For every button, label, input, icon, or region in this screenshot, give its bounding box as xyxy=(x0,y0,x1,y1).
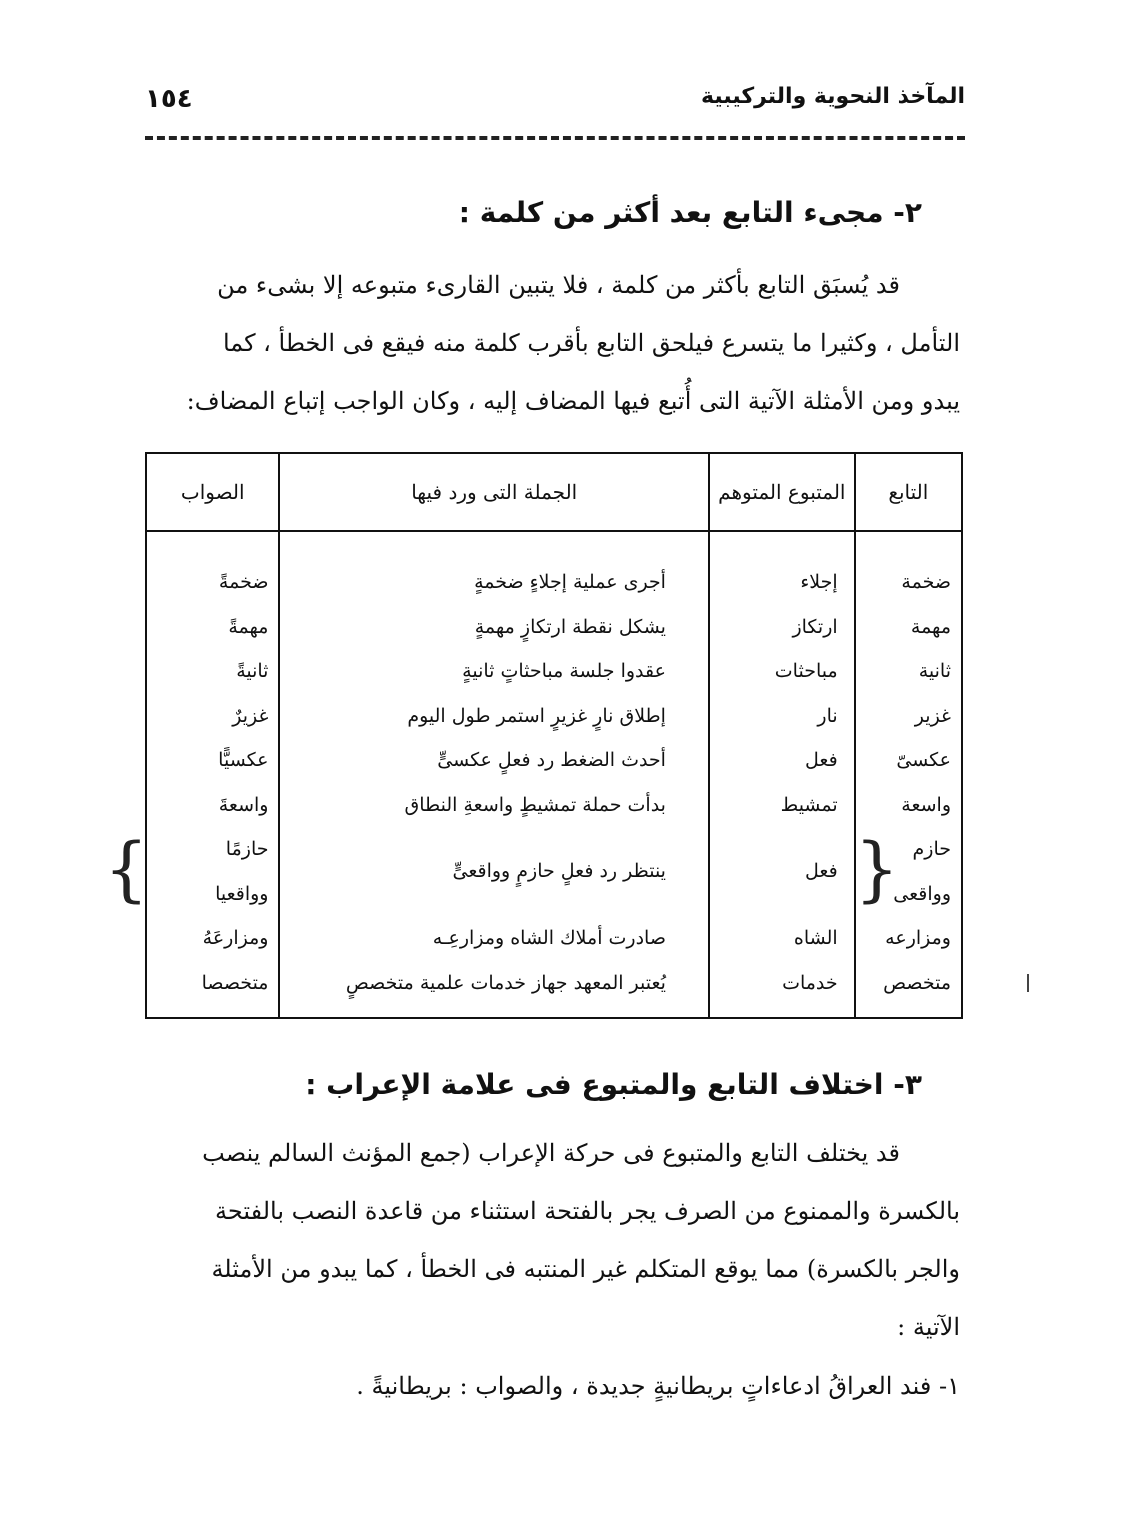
cell-sawab: ثانيةً xyxy=(236,660,269,682)
cell-sawab: مهمةً xyxy=(228,615,269,638)
cell-matbu: إجلاء xyxy=(800,571,838,593)
cell-matbu: تمشيط xyxy=(780,793,838,816)
section-3-heading: ٣- اختلاف التابع والمتبوع فى علامة الإعراب : xyxy=(305,1068,922,1101)
cell-matbu: نار xyxy=(817,704,838,727)
page-number: ١٥٤ xyxy=(145,84,193,114)
paragraph-line: بالكسرة والممنوع من الصرف يجر بالفتحة استثناء من قاعدة النصب بالفتحة xyxy=(214,1197,960,1225)
cell-tabi: ثانية xyxy=(918,660,951,682)
cell-sawab: متخصصا xyxy=(201,971,269,994)
header-tabi: التابع xyxy=(855,453,962,531)
cell-jumla: يُعتبر المعهد جهاز خدمات علمية متخصصٍ xyxy=(345,971,666,994)
cell-sawab: وواقعيا xyxy=(215,882,269,905)
header-sawab: الصواب xyxy=(146,453,279,531)
cell-sawab: ضخمةً xyxy=(218,571,269,593)
header-divider xyxy=(145,136,965,140)
header-matbu: المتبوع المتوهم xyxy=(709,453,855,531)
cell-tabi: عكسىّ xyxy=(896,749,951,771)
table-body xyxy=(146,531,962,1018)
cell-sawab: ومزارعَهُ xyxy=(202,927,269,949)
cell-matbu: فعل xyxy=(805,749,838,771)
brace-icon: } xyxy=(104,828,149,910)
cell-tabi: ومزارعه xyxy=(885,927,951,949)
column-matbu xyxy=(709,531,855,1018)
cell-tabi: ضخمة xyxy=(901,571,951,593)
cell-jumla: ينتظر رد فعلٍ حازمٍ وواقعىٍّ xyxy=(452,860,666,882)
grouped-cell-sawab xyxy=(104,827,274,916)
cell-jumla: أجرى عملية إجلاءٍ ضخمةٍ xyxy=(474,571,666,593)
cell-sawab: واسعةَ xyxy=(218,793,269,816)
paragraph-line: الآتية : xyxy=(897,1313,960,1341)
paragraph-line: قد يُسبَق التابع بأكثر من كلمة ، فلا يتبين القارىء متبوعه إلا بشىء من xyxy=(217,271,900,299)
column-tabi xyxy=(855,531,962,1018)
section-3-paragraph xyxy=(150,1124,960,1356)
section-2-heading: ٢- مجىء التابع بعد أكثر من كلمة : xyxy=(458,196,922,229)
paragraph-line: يبدو ومن الأمثلة الآتية التى أُتبع فيها المضاف إليه ، وكان الواجب إتباع المضاف: xyxy=(186,387,960,415)
column-jumla xyxy=(279,531,708,1018)
cell-matbu: الشاه xyxy=(793,927,838,949)
margin-mark xyxy=(1027,974,1029,992)
section-2-paragraph xyxy=(150,256,960,430)
cell-tabi: وواقعى xyxy=(893,882,951,905)
examples-table xyxy=(104,452,963,1019)
cell-matbu: فعل xyxy=(805,860,838,882)
column-sawab xyxy=(104,531,279,1018)
cell-sawab: غزيرٌ xyxy=(232,704,269,727)
brace-icon: { xyxy=(854,828,900,910)
cell-matbu: خدمات xyxy=(782,971,838,994)
running-title: المآخذ النحوية والتركيبية xyxy=(701,84,965,109)
cell-tabi: واسعة xyxy=(901,793,951,816)
page-header xyxy=(145,84,965,124)
cell-sawab: عكسيًّا xyxy=(218,749,269,771)
header-jumla: الجملة التى ورد فيها xyxy=(279,453,708,531)
cell-tabi: حازم xyxy=(912,838,951,860)
grouped-cell-tabi xyxy=(854,827,957,916)
paragraph-line: والجر بالكسرة) مما يوقع المتكلم غير المنتبه فى الخطأ ، كما يبدو من الأمثلة xyxy=(211,1255,960,1283)
cell-tabi: متخصص xyxy=(883,971,951,994)
cell-jumla: إطلاق نارٍ غزيرٍ استمر طول اليوم xyxy=(407,704,666,727)
cell-jumla: يشكل نقطة ارتكازٍ مهمةٍ xyxy=(474,615,666,638)
cell-jumla: صادرت أملاك الشاه ومزارعِـه xyxy=(432,927,666,949)
cell-matbu: ارتكاز xyxy=(792,615,838,638)
cell-tabi: مهمة xyxy=(910,615,951,638)
paragraph-line: قد يختلف التابع والمتبوع فى حركة الإعراب (جمع المؤنث السالم ينصب xyxy=(202,1139,900,1167)
cell-jumla: عقدوا جلسة مباحثاتٍ ثانيةٍ xyxy=(462,660,666,682)
cell-jumla: أحدث الضغط رد فعلٍ عكسىٍّ xyxy=(437,749,666,771)
cell-matbu: مباحثات xyxy=(774,660,838,682)
example-1: ١- فند العراقُ ادعاءاتٍ بريطانيةٍ جديدة ، والصواب : بريطانيةً . xyxy=(356,1372,960,1400)
paragraph-line: التأمل ، وكثيرا ما يتسرع فيلحق التابع بأقرب كلمة منه فيقع فى الخطأ ، كما xyxy=(222,329,960,357)
cell-tabi: غزير xyxy=(914,704,951,727)
cell-sawab: حازمًا xyxy=(225,838,269,860)
cell-jumla: بدأت حملة تمشيطٍ واسعةِ النطاق xyxy=(404,793,666,816)
table-header-row xyxy=(146,453,962,531)
